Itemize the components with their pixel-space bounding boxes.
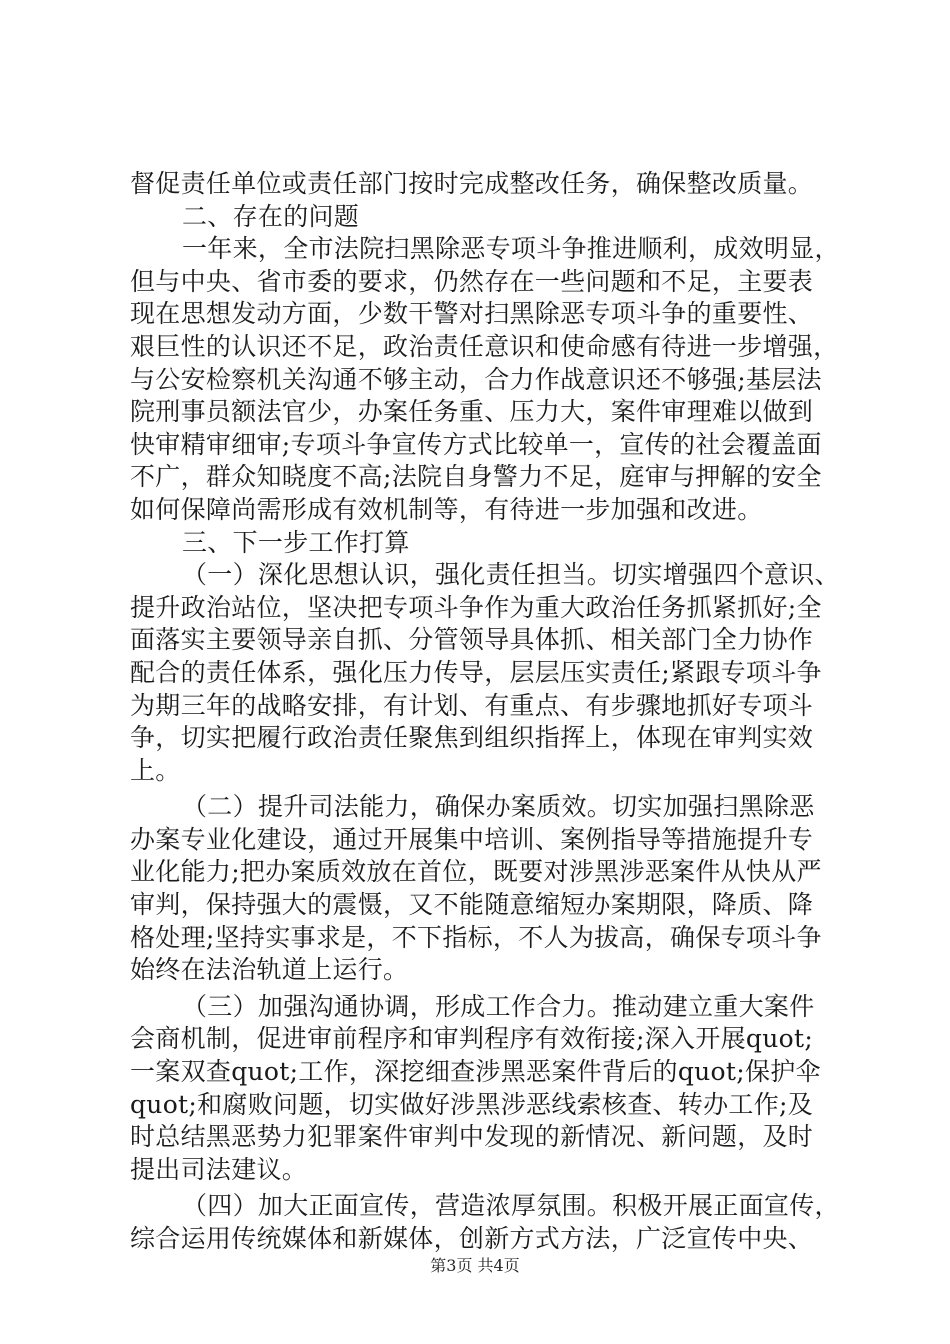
text-line: 为期三年的战略安排，有计划、有重点、有步骤地抓好专项斗 (130, 690, 814, 720)
section-heading-problems: 二、存在的问题 (182, 201, 360, 231)
text-line: 提升政治站位，坚决把专项斗争作为重大政治任务抓紧抓好;全 (130, 592, 822, 622)
text-line: 一年来，全市法院扫黑除恶专项斗争推进顺利，成效明显， (182, 234, 840, 264)
text-line: 不广，群众知晓度不高;法院自身警力不足，庭审与押解的安全 (130, 462, 822, 492)
text-line: 配合的责任体系，强化压力传导，层层压实责任;紧跟专项斗争 (130, 657, 822, 687)
text-line: 快审精审细审;专项斗争宣传方式比较单一，宣传的社会覆盖面 (130, 429, 822, 459)
text-line: 艰巨性的认识还不足，政治责任意识和使命感有待进一步增强， (130, 331, 839, 361)
text-line: 如何保障尚需形成有效机制等，有待进一步加强和改进。 (130, 494, 763, 524)
page-number-footer: 第3页 共4页 (430, 1256, 520, 1275)
text-line: 现在思想发动方面，少数干警对扫黑除恶专项斗争的重要性、 (130, 299, 814, 329)
text-line: 与公安检察机关沟通不够主动，合力作战意识还不够强;基层法 (130, 364, 822, 394)
section-heading-next-steps: 三、下一步工作打算 (182, 527, 410, 557)
text-line: 督促责任单位或责任部门按时完成整改任务，确保整改质量。 (130, 169, 814, 198)
text-line: 审判，保持强大的震慑，又不能随意缩短办案期限，降质、降 (130, 890, 814, 920)
text-line: 院刑事员额法官少，办案任务重、压力大，案件审理难以做到 (130, 397, 814, 427)
text-line: 但与中央、省市委的要求，仍然存在一些问题和不足，主要表 (130, 266, 814, 296)
text-line: （四）加大正面宣传，营造浓厚氛围。积极开展正面宣传， (182, 1191, 840, 1221)
text-line: 综合运用传统媒体和新媒体，创新方式方法，广泛宣传中央、 (130, 1224, 814, 1253)
text-line: 格处理;坚持实事求是，不下指标，不人为拔高，确保专项斗争 (130, 922, 822, 952)
text-line: （二）提升司法能力，确保办案质效。切实加强扫黑除恶 (182, 792, 815, 822)
text-line: （三）加强沟通协调，形成工作合力。推动建立重大案件 (182, 991, 815, 1021)
text-line: 始终在法治轨道上运行。 (130, 955, 409, 985)
text-line: 办案专业化建设，通过开展集中培训、案例指导等措施提升专 (130, 824, 814, 854)
text-line: 面落实主要领导亲自抓、分管领导具体抓、相关部门全力协作 (130, 625, 814, 655)
text-line: 时总结黑恶势力犯罪案件审判中发现的新情况、新问题，及时 (130, 1122, 814, 1152)
text-line: 一案双查quot;工作，深挖细查涉黑恶案件背后的quot;保护伞 (130, 1057, 821, 1087)
text-line: 争，切实把履行政治责任聚焦到组织指挥上，体现在审判实效 (130, 723, 814, 753)
text-line: 业化能力;把办案质效放在首位，既要对涉黑涉恶案件从快从严 (130, 857, 822, 887)
text-line: 会商机制，促进审前程序和审判程序有效衔接;深入开展quot; (130, 1024, 814, 1054)
text-line: quot;和腐败问题，切实做好涉黑涉恶线索核查、转办工作;及 (130, 1089, 814, 1119)
text-line: （一）深化思想认识，强化责任担当。切实增强四个意识、 (182, 560, 840, 590)
text-line: 上。 (130, 755, 181, 785)
text-line: 提出司法建议。 (130, 1154, 308, 1184)
document-body (130, 168, 840, 1256)
